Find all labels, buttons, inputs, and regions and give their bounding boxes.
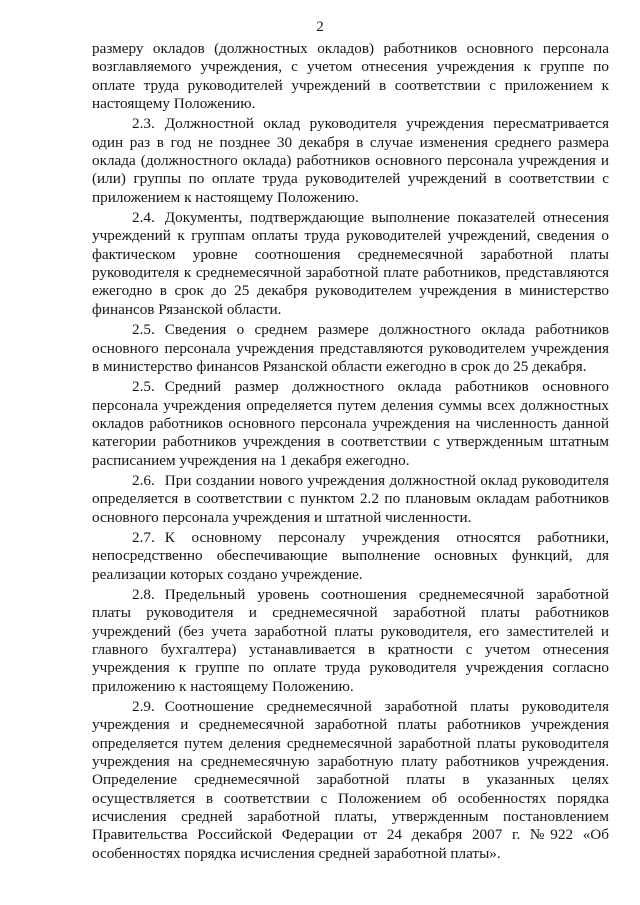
page-number: 2 bbox=[316, 19, 324, 35]
paragraph-2-6 bbox=[92, 472, 609, 527]
paragraph-text: К основному персоналу учреждения относятся работники, непосредственно обеспечивающие выполнение основных функций, для реализации которых создано учреждение. bbox=[92, 528, 609, 583]
paragraph-text: Соотношение среднемесячной заработной платы руководителя учреждения и среднемесячной заработной платы работников учреждения определяется путем деления среднемесячной заработной платы руководителя учреждения на среднемесячную заработную плату работников учреждения. Определение среднемесячной заработной платы в указанных целях осуществляется в соответствии с Положением об особенностях порядка исчисления средней заработной платы, утвержденным постановлением Правительства Российской Федерации от 24 декабря 2007 г. №922 «Об особенностях порядка исчисления средней заработной платы». bbox=[92, 698, 609, 862]
paragraph-text: Должностной оклад руководителя учреждения пересматривается один раз в год не позднее 30 декабря в случае изменения среднего размера оклада (должностного оклада) работников основного персонала учреждения и (или) группы по оплате труда руководителей учреждений в соответствии с приложением к настоящему Положению. bbox=[92, 115, 609, 206]
paragraph-number: 2.8. bbox=[132, 585, 155, 603]
paragraph-text: размеру окладов (должностных окладов) работников основного персонала возглавляемого учреждения, с учетом отнесения учреждения к группе по оплате труда руководителей учреждений в соответствии с приложением к настоящему Положению. bbox=[92, 40, 609, 113]
paragraph-2-4 bbox=[92, 209, 609, 319]
paragraph-2-9 bbox=[92, 698, 609, 863]
paragraph-2-5-b bbox=[92, 378, 609, 470]
paragraph-text: При создании нового учреждения должностной оклад руководителя определяется в соответствии с пунктом 2.2 по плановым окладам работников основного персонала учреждения и штатной численности. bbox=[92, 471, 609, 526]
document-body bbox=[92, 40, 609, 865]
paragraph-2-7 bbox=[92, 529, 609, 584]
paragraph-text: Средний размер должностного оклада работников основного персонала учреждения определяется путем деления суммы всех должностных окладов работников основного персонала учреждения на численность данной категории работников учреждения в соответствии с утвержденным штатным расписанием учреждения на 1 декабря ежегодно. bbox=[92, 378, 609, 469]
paragraph-2-3 bbox=[92, 115, 609, 207]
paragraph-number: 2.3. bbox=[132, 115, 155, 133]
paragraph-text: Предельный уровень соотношения среднемесячной заработной платы руководителя и среднемесячной заработной платы работников учреждений (без учета заработной платы руководителя, его заместителей и главного бухгалтера) устанавливается в кратности с учетом отнесения учреждения к группе по оплате труда руководителя учреждения согласно приложению к настоящему Положению. bbox=[92, 585, 609, 695]
paragraph-2-8 bbox=[92, 586, 609, 696]
paragraph-text: Документы, подтверждающие выполнение показателей отнесения учреждений к группам оплаты труда руководителей учреждений, сведения о фактическом уровне соотношения среднемесячной заработной платы руководителя к среднемесячной заработной плате работников, представляются ежегодно в срок до 25 декабря руководителем учреждения в министерство финансов Рязанской области. bbox=[92, 209, 609, 318]
paragraph-number: 2.5. bbox=[132, 378, 155, 396]
paragraph-text: Сведения о среднем размере должностного оклада работников основного персонала учреждения представляются руководителем учреждения в министерство финансов Рязанской области ежегодно в срок до 25 декабря. bbox=[92, 321, 609, 375]
paragraph-number: 2.6. bbox=[132, 471, 155, 489]
paragraph-number: 2.7. bbox=[132, 528, 155, 546]
paragraph-number: 2.4. bbox=[132, 209, 155, 227]
paragraph-number: 2.5. bbox=[132, 321, 155, 339]
paragraph-2-5-a bbox=[92, 321, 609, 376]
paragraph-number: 2.9. bbox=[132, 698, 155, 716]
paragraph-continuation bbox=[92, 40, 609, 113]
